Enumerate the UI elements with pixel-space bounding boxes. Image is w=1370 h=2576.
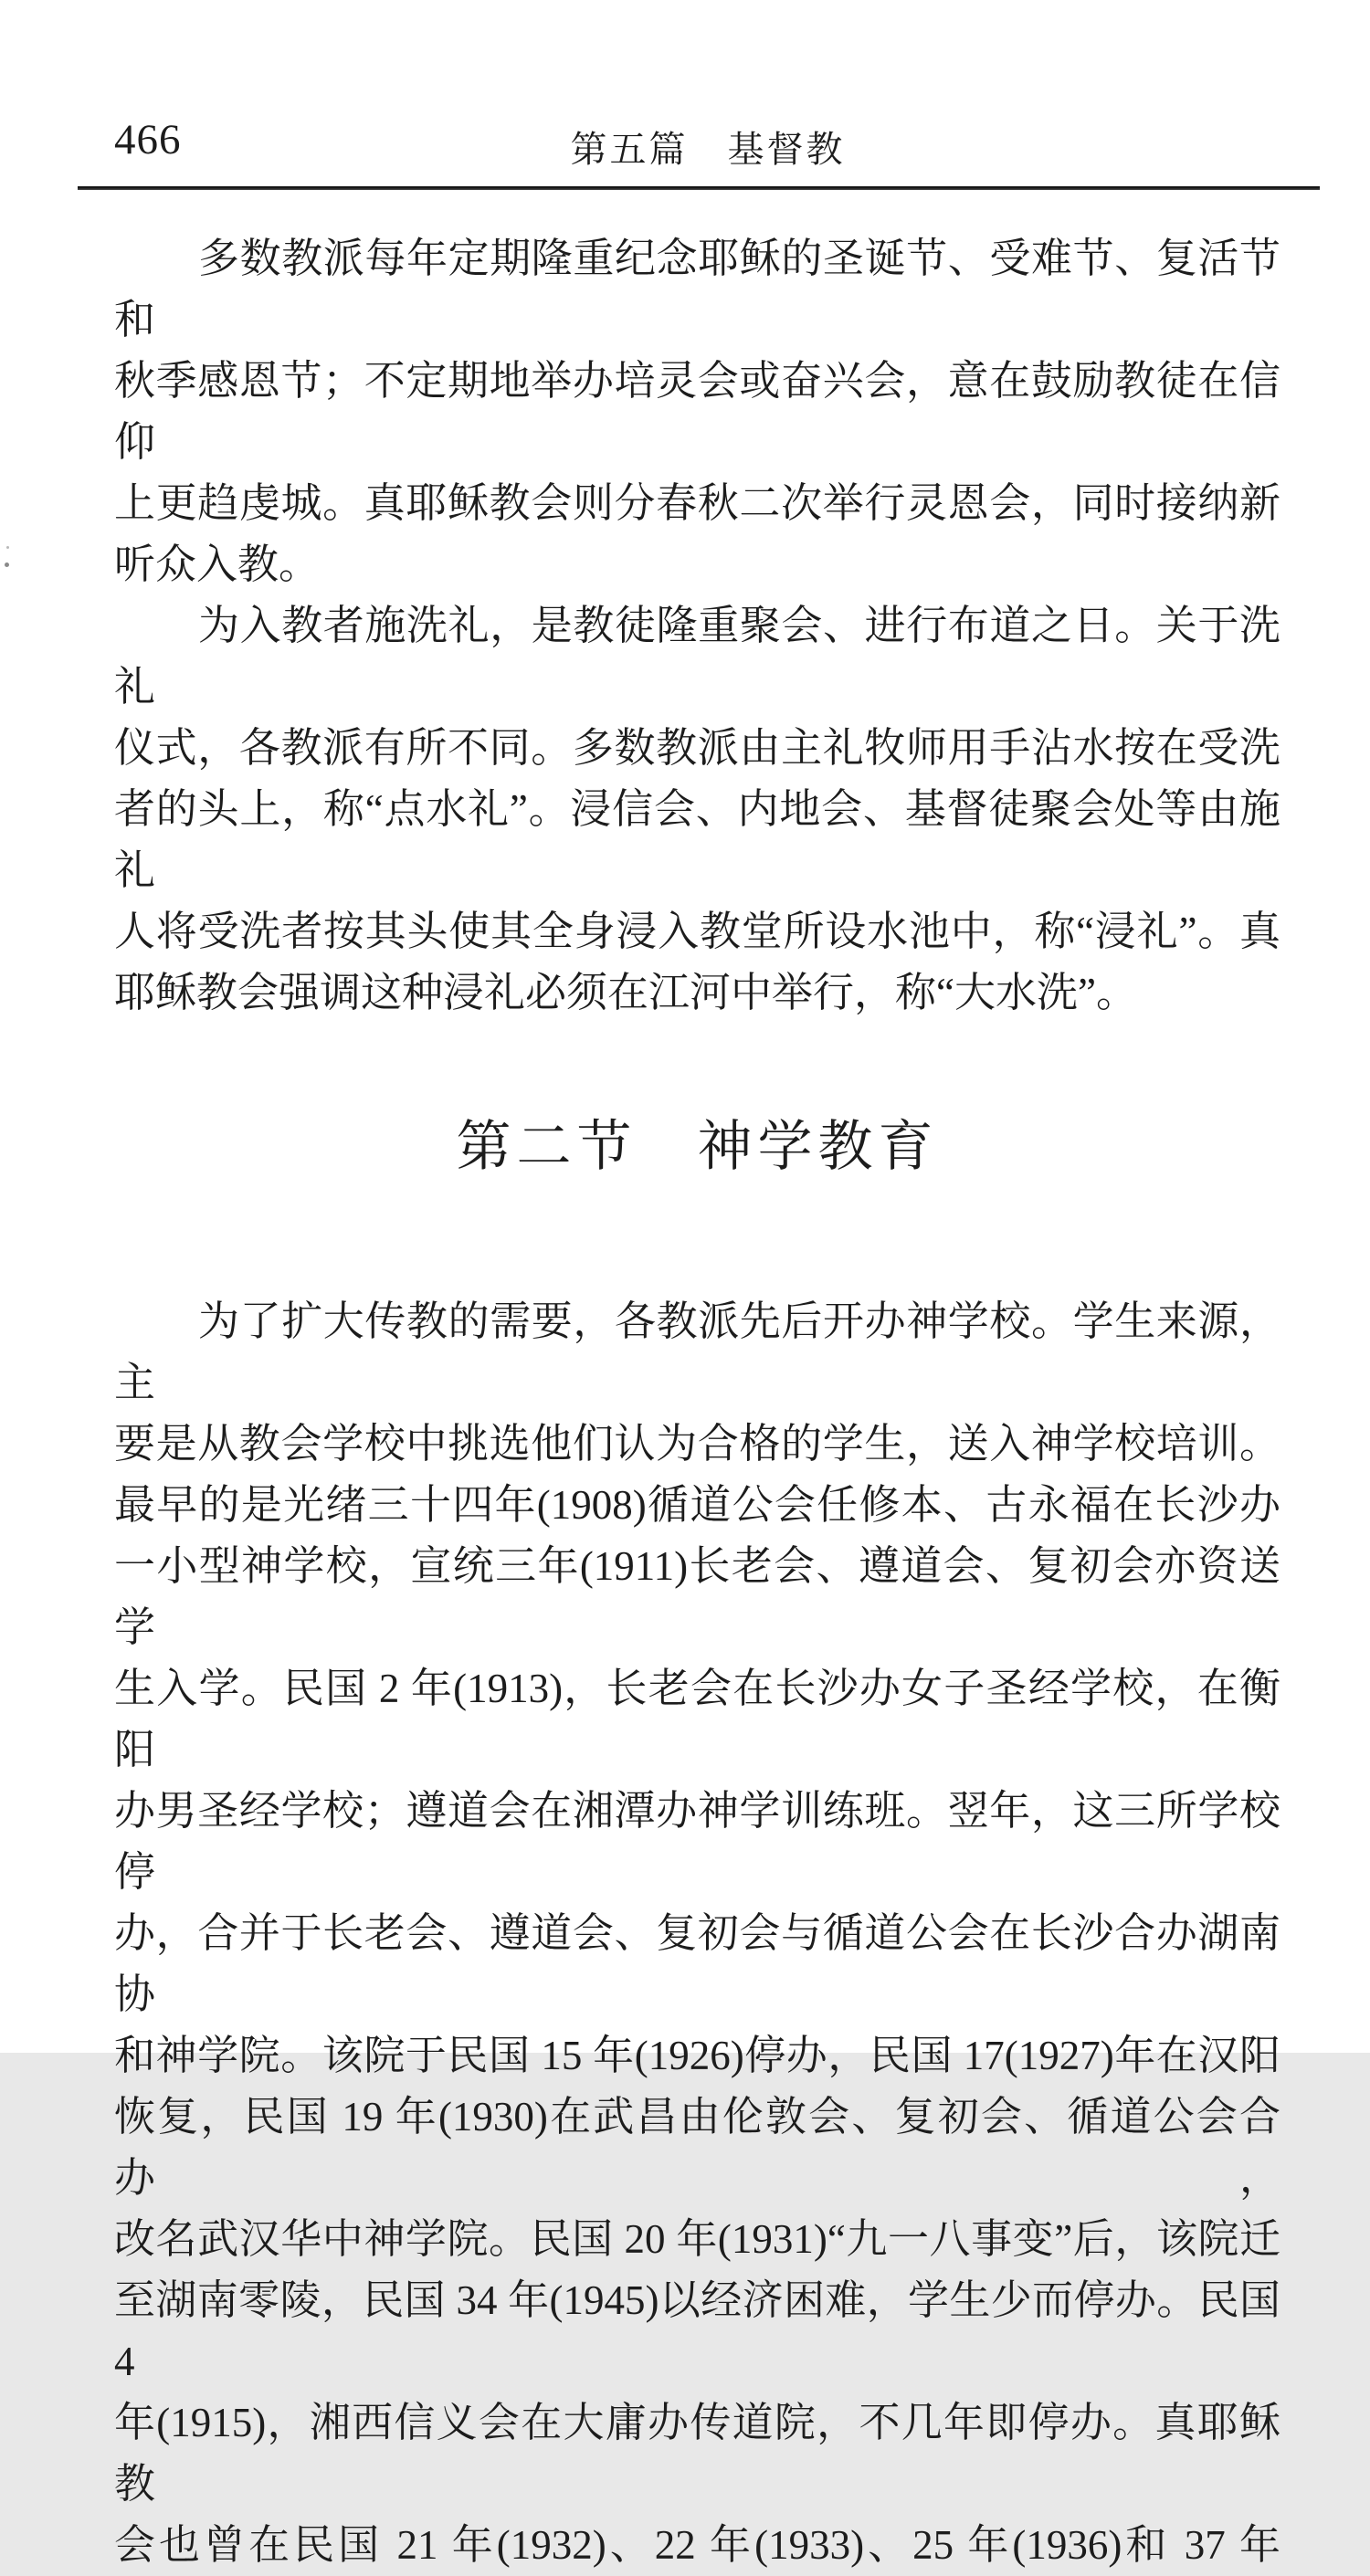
scan-speck [6,546,9,549]
text-line: 恢复，民国 19 年(1930)在武昌由伦敦会、复初会、循道公会合办， [114,2094,1280,2201]
text-line: 仪式，各教派有所不同。多数教派由主礼牧师用手沾水按在受洗 [114,725,1280,771]
text-line: 听众入教。 [114,541,321,587]
text-line: 办，合并于长老会、遵道会、复初会与循道公会在长沙合办湖南协 [114,1910,1280,2017]
text-line: 会也曾在民国 21 年(1932)、22 年(1933)、25 年(1936)和 37 年 [114,2522,1280,2568]
text-line: 上更趋虔城。真耶稣教会则分春秋二次举行灵恩会，同时接纳新 [114,480,1280,526]
page-header [114,115,1302,170]
section-heading: 第二节 神学教育 [456,1117,939,1177]
text-line: 人将受洗者按其头使其全身浸入教堂所设水池中，称“浸礼”。真 [114,909,1280,954]
text-line: 者的头上，称“点水礼”。浸信会、内地会、基督徒聚会处等由施礼 [114,786,1280,893]
paragraph-baptism [114,595,1280,1024]
text-line: 要是从教会学校中挑选他们认为合格的学生，送入神学校培训。 [114,1421,1280,1467]
text-line: 一小型神学校，宣统三年(1911)长老会、遵道会、复初会亦资送学 [114,1543,1280,1650]
text-line: 为了扩大传教的需要，各教派先后开办神学校。学生来源，主 [114,1299,1280,1405]
page-body [114,228,1280,2576]
scan-speck [5,563,9,567]
text-line: 秋季感恩节；不定期地举办培灵会或奋兴会，意在鼓励教徒在信仰 [114,358,1280,465]
paragraph-theology [114,1291,1280,2576]
page-number: 466 [114,116,182,163]
header-rule [78,186,1320,190]
paragraph-festivals [114,228,1280,595]
text-line: 和神学院。该院于民国 15 年(1926)停办，民国 17(1927)年在汉阳 [114,2033,1280,2078]
text-line: 多数教派每年定期隆重纪念耶稣的圣诞节、受难节、复活节和 [114,236,1280,342]
text-line: 年(1915)，湘西信义会在大庸办传道院，不几年即停办。真耶稣教 [114,2400,1280,2507]
running-header-title: 第五篇 基督教 [570,129,846,170]
text-line: 办男圣经学校；遵道会在湘潭办神学训练班。翌年，这三所学校停 [114,1788,1280,1895]
text-line: 至湖南零陵，民国 34 年(1945)以经济困难，学生少而停办。民国 4 [114,2277,1280,2384]
text-line: 为入教者施洗礼，是教徒隆重聚会、进行布道之日。关于洗礼 [114,603,1280,710]
text-line: 改名武汉华中神学院。民国 20 年(1931)“九一八事变”后，该院迁 [114,2216,1280,2262]
text-line: 耶稣教会强调这种浸礼必须在江河中举行，称“大水洗”。 [114,970,1137,1015]
text-line: 最早的是光绪三十四年(1908)循道公会任修本、古永福在长沙办 [114,1482,1280,1528]
text-line: 生入学。民国 2 年(1913)，长老会在长沙办女子圣经学校，在衡阳 [114,1666,1280,1772]
